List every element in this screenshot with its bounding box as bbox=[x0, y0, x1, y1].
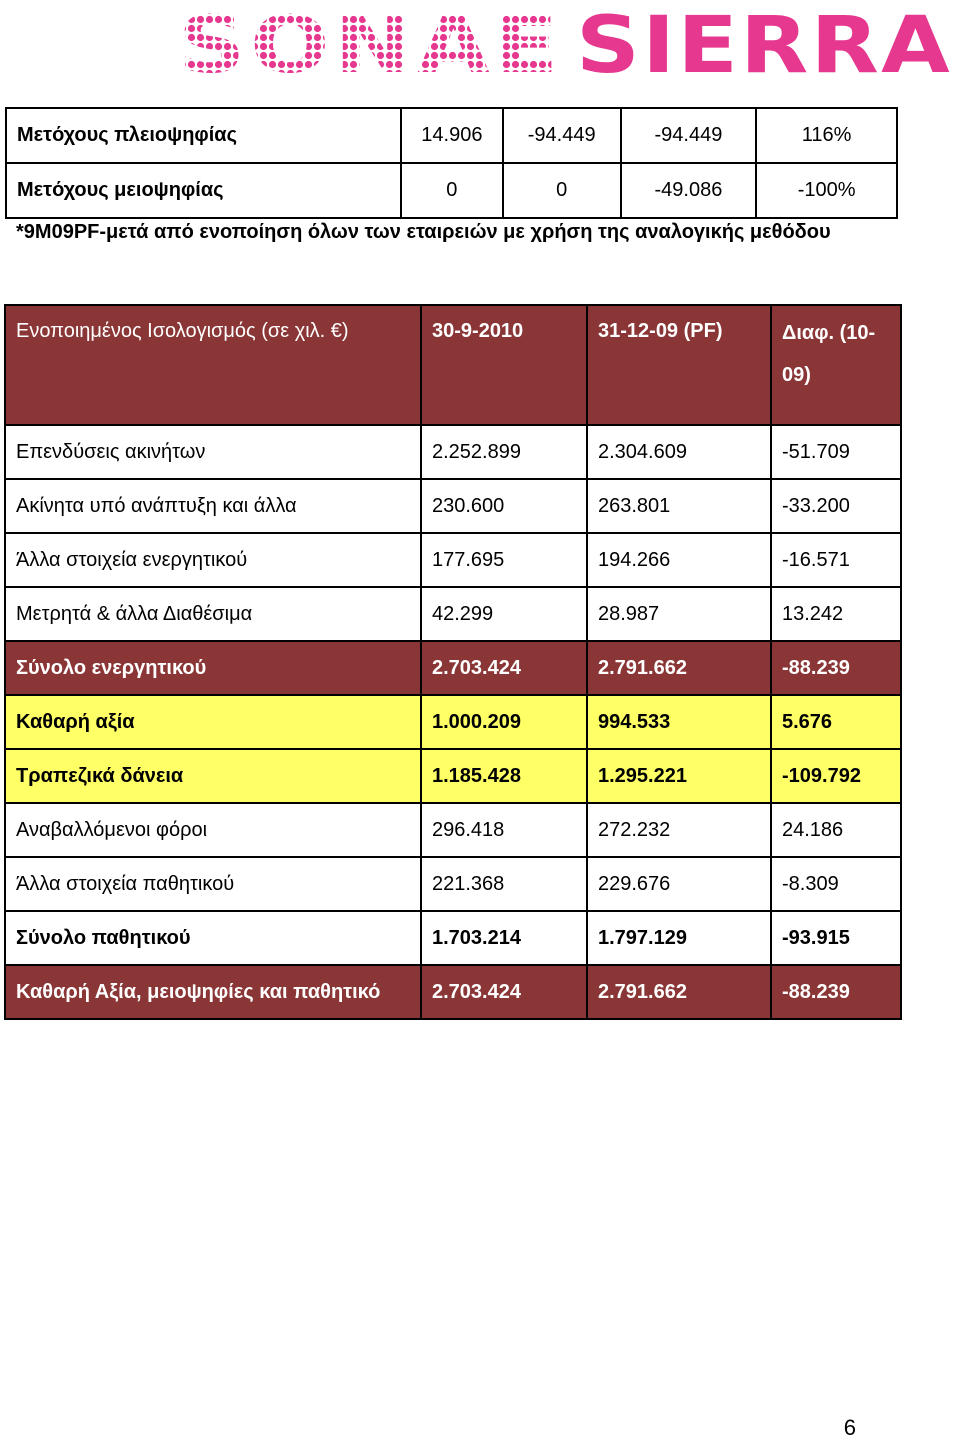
cell-value: 263.801 bbox=[587, 479, 771, 533]
cell-value: 2.791.662 bbox=[587, 641, 771, 695]
cell-value: 24.186 bbox=[771, 803, 901, 857]
cell-value: 194.266 bbox=[587, 533, 771, 587]
cell-value: 296.418 bbox=[421, 803, 587, 857]
table-note-row bbox=[6, 218, 897, 249]
table-row bbox=[5, 911, 901, 965]
table-header-row bbox=[5, 305, 901, 425]
row-label: Τραπεζικά δάνεια bbox=[5, 749, 421, 803]
row-label: Καθαρή αξία bbox=[5, 695, 421, 749]
cell-value: 2.791.662 bbox=[587, 965, 771, 1019]
balance-sheet-table bbox=[4, 304, 902, 1020]
cell-value: 1.185.428 bbox=[421, 749, 587, 803]
row-label: Άλλα στοιχεία παθητικού bbox=[5, 857, 421, 911]
cell-value: 2.304.609 bbox=[587, 425, 771, 479]
logo-graphic bbox=[178, 6, 954, 78]
logo-part-sierra: SIERRA bbox=[576, 6, 952, 78]
row-label: Σύνολο παθητικού bbox=[5, 911, 421, 965]
table-note: *9M09PF-μετά από ενοποίηση όλων των εταιρειών με χρήση της αναλογικής μεθόδου bbox=[16, 221, 831, 243]
row-label: Μετρητά & άλλα Διαθέσιμα bbox=[5, 587, 421, 641]
cell-value: 272.232 bbox=[587, 803, 771, 857]
cell-value: 177.695 bbox=[421, 533, 587, 587]
table-row bbox=[5, 641, 901, 695]
cell-value: 42.299 bbox=[421, 587, 587, 641]
cell-value: -93.915 bbox=[771, 911, 901, 965]
cell-value: -88.239 bbox=[771, 641, 901, 695]
row-label: Μετόχους μειοψηφίας bbox=[6, 163, 401, 218]
cell-value: 1.797.129 bbox=[587, 911, 771, 965]
row-label: Ακίνητα υπό ανάπτυξη και άλλα bbox=[5, 479, 421, 533]
table-row bbox=[5, 695, 901, 749]
cell-value: -51.709 bbox=[771, 425, 901, 479]
row-label: Σύνολο ενεργητικού bbox=[5, 641, 421, 695]
cell-value: 116% bbox=[756, 108, 897, 163]
cell-value: -8.309 bbox=[771, 857, 901, 911]
cell-value: -100% bbox=[756, 163, 897, 218]
table-row bbox=[6, 163, 897, 218]
table-row bbox=[6, 108, 897, 163]
row-label: Αναβαλλόμενοι φόροι bbox=[5, 803, 421, 857]
cell-value: 0 bbox=[401, 163, 503, 218]
table-row bbox=[5, 965, 901, 1019]
cell-value: 5.676 bbox=[771, 695, 901, 749]
header-col-2009: 31-12-09 (PF) bbox=[587, 305, 771, 425]
row-label: Μετόχους πλειοψηφίας bbox=[6, 108, 401, 163]
row-label: Καθαρή Αξία, μειοψηφίες και παθητικό bbox=[5, 965, 421, 1019]
table-row bbox=[5, 533, 901, 587]
cell-value: -88.239 bbox=[771, 965, 901, 1019]
cell-value: -49.086 bbox=[621, 163, 757, 218]
table-row bbox=[5, 425, 901, 479]
cell-value: -33.200 bbox=[771, 479, 901, 533]
cell-value: 2.703.424 bbox=[421, 965, 587, 1019]
header-col-diff: Διαφ. (10-09) bbox=[771, 305, 901, 425]
cell-value: 13.242 bbox=[771, 587, 901, 641]
page-number: 6 bbox=[843, 1415, 856, 1440]
table-row bbox=[5, 587, 901, 641]
header-title: Ενοποιημένος Ισολογισμός (σε χιλ. €) bbox=[5, 305, 421, 425]
header-col-2010: 30-9-2010 bbox=[421, 305, 587, 425]
cell-value: 2.252.899 bbox=[421, 425, 587, 479]
cell-value: 994.533 bbox=[587, 695, 771, 749]
cell-value: 28.987 bbox=[587, 587, 771, 641]
cell-value: -94.449 bbox=[503, 108, 621, 163]
cell-value: -94.449 bbox=[621, 108, 757, 163]
cell-value: 2.703.424 bbox=[421, 641, 587, 695]
cell-value: 221.368 bbox=[421, 857, 587, 911]
cell-value: 1.000.209 bbox=[421, 695, 587, 749]
cell-value: 0 bbox=[503, 163, 621, 218]
cell-value: 1.295.221 bbox=[587, 749, 771, 803]
sonae-sierra-logo bbox=[178, 6, 954, 78]
cell-value: -109.792 bbox=[771, 749, 901, 803]
table-row bbox=[5, 479, 901, 533]
table-row bbox=[5, 803, 901, 857]
cell-value: 1.703.214 bbox=[421, 911, 587, 965]
cell-value: -16.571 bbox=[771, 533, 901, 587]
cell-value: 14.906 bbox=[401, 108, 503, 163]
cell-value: 230.600 bbox=[421, 479, 587, 533]
row-label: Επενδύσεις ακινήτων bbox=[5, 425, 421, 479]
logo-part-sonae: SONAE bbox=[178, 6, 563, 78]
row-label: Άλλα στοιχεία ενεργητικού bbox=[5, 533, 421, 587]
cell-value: 229.676 bbox=[587, 857, 771, 911]
table-row bbox=[5, 749, 901, 803]
shareholders-table bbox=[5, 107, 898, 249]
table-row bbox=[5, 857, 901, 911]
